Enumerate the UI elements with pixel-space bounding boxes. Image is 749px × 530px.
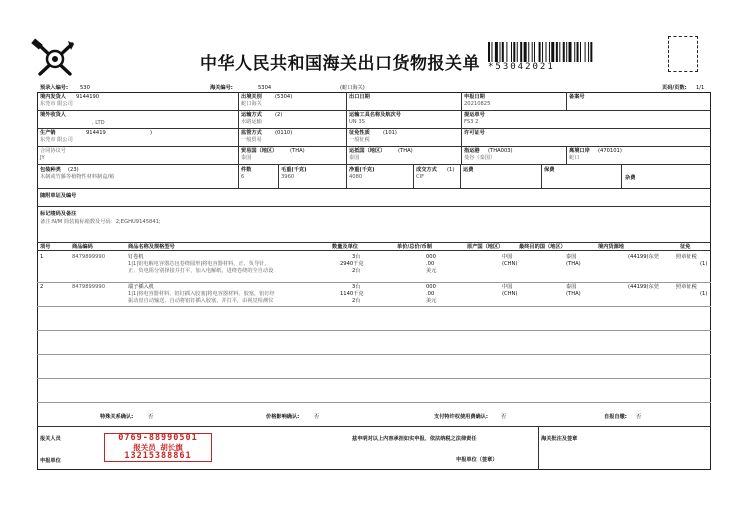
item-qty-1: 3台 [352, 254, 361, 260]
exit-port-label: 离境口岸 [569, 148, 590, 154]
package-code: (23) [68, 167, 79, 173]
supervision-label: 监管方式 [241, 130, 262, 136]
item-domestic: (44199)东莞 [628, 284, 659, 290]
exit-customs-label: 出境关别 [241, 94, 262, 100]
item-no: 1 [40, 254, 44, 260]
producer-paren: ) [150, 130, 153, 136]
item-dest: 泰国 [566, 254, 577, 260]
col-domestic: 境内货源地 [598, 244, 624, 250]
trade-country-label: 贸易国（地区） [241, 148, 278, 154]
col-name: 商品名称及规格型号 [128, 244, 175, 250]
col-no: 项号 [40, 244, 51, 250]
liability-statement: 兹申明对以上内容承担如实申报、依法纳税之法律责任 [352, 436, 477, 442]
special-relation-label: 特殊关系确认: [100, 414, 134, 420]
producer-label: 生产销 [40, 130, 56, 136]
item-spec-2: 振动盘自动输送，自动将铝钉插入胶塞，并打平，由视觉检测仪 [128, 298, 274, 304]
producer-name: 东莞市 限公司 [40, 137, 73, 143]
col-dest: 最终目的国（地区） [519, 244, 566, 250]
gross-weight: 3960 [281, 174, 295, 180]
item-no: 2 [40, 284, 44, 290]
net-weight: 4080 [349, 174, 363, 180]
record-no-label: 备案号 [569, 94, 585, 100]
customs-no: 5304 [258, 85, 272, 91]
declare-unit-seal: 申报单位（签章） [456, 457, 498, 463]
pieces-label: 件数 [241, 167, 252, 173]
contract-no: JY [40, 155, 45, 161]
transport-tool-value: UN 3S [349, 119, 365, 125]
item-origin: 中国 [502, 254, 513, 260]
exit-customs-code: (5304) [275, 94, 293, 100]
item-price-2: .00 [426, 291, 435, 297]
declarant-stamp [104, 433, 212, 462]
price-impact-label: 价格影响确认: [266, 414, 300, 420]
consignor-code: 9144190 [76, 94, 100, 100]
item-price-3: 美元 [426, 298, 437, 304]
levy-nature-code: (101) [383, 130, 397, 136]
consignee-label: 境外收货人 [40, 112, 66, 118]
producer-code: 914419 [86, 130, 106, 136]
stamp-mobile: 13215388861 [124, 451, 192, 461]
trade-country-code: (THA) [290, 148, 305, 154]
consignor-name: 东莞市 限公司 [40, 101, 73, 107]
item-qty-3: 2台 [352, 268, 361, 274]
item-dest-code: (THA) [566, 291, 581, 297]
gross-weight-label: 毛重(千克) [281, 167, 307, 173]
attached-docs-label: 随附单证及编号 [40, 193, 77, 199]
item-dest-code: (THA) [566, 261, 581, 267]
misc-fee-label: 杂费 [625, 175, 636, 181]
declare-date: 20210825 [464, 101, 491, 107]
item-price-2: .00 [426, 261, 435, 267]
col-price: 单价/总价/币制 [397, 244, 432, 250]
deal-mode-label: 成交方式 [416, 167, 437, 173]
trade-country-name: 泰国 [241, 155, 252, 161]
item-levy-code: (1) [700, 291, 708, 297]
customs-emblem-icon [30, 38, 80, 80]
item-qty-1: 3台 [352, 284, 361, 290]
col-origin: 原产国（地区） [467, 244, 504, 250]
dest-country-name: 泰国 [349, 155, 360, 161]
package-name: 木制或竹藤等植物性材料制盒/箱 [40, 174, 115, 180]
item-price-1: 000 [426, 254, 436, 260]
col-code: 商品编码 [72, 244, 93, 250]
package-label: 包装种类 [40, 167, 61, 173]
stamp-phone: 0769-88990501 [118, 433, 198, 443]
pre-entry-label: 预录入编号: [40, 85, 69, 91]
item-origin: 中国 [502, 284, 513, 290]
customs-approval-label: 海关批注及签章 [541, 436, 578, 442]
exit-port-name: 蛇口 [569, 155, 580, 161]
transport-mode-code: (2) [275, 112, 283, 118]
stamp-name: 报关员 胡长旗 [133, 443, 183, 452]
bill-no: FS3 2 [464, 119, 479, 125]
port-label: 指运港 [464, 148, 480, 154]
port-code: (THA003) [488, 148, 513, 154]
contract-label: 合同协议号 [40, 148, 66, 154]
supervision-name: 一般贸易 [241, 137, 262, 143]
royalty-value: 否 [501, 414, 507, 420]
item-price-3: 美元 [426, 268, 437, 274]
form-title: 中华人民共和国海关出口货物报关单 [200, 54, 480, 74]
levy-nature-label: 征免性质 [349, 130, 370, 136]
item-code: 8479899990 [72, 254, 106, 260]
customs-name: (蛇口海关) [340, 85, 365, 91]
item-qty-2: 2940千克 [340, 261, 364, 267]
exit-port-code: (470101) [598, 148, 622, 154]
consignor-label: 境内发货人 [40, 94, 66, 100]
item-spec-1: 1|1|将电容器材料、铝钉插入胶塞|将电容器材料、胶塞，铝钉经 [128, 291, 275, 297]
freight-label: 运费 [463, 167, 474, 173]
transport-tool-label: 运输工具名称及航次号 [349, 112, 401, 118]
special-relation-value: 否 [148, 414, 154, 420]
item-qty-3: 2台 [352, 298, 361, 304]
port-name: 曼谷（泰国） [464, 155, 496, 161]
dest-country-code: (THA) [398, 148, 413, 154]
item-name: 钉卷机 [128, 254, 144, 260]
item-spec-2: 正、负电阻分别择接并打平，加入电解纸，进绕卷绕的全自动设 [128, 268, 274, 274]
export-date-label: 出口日期 [349, 94, 370, 100]
barcode [488, 42, 660, 62]
royalty-label: 支付特许权使用费确认: [434, 414, 488, 420]
declarant-label: 报关人员 [40, 436, 61, 442]
col-levy: 征免 [680, 244, 691, 250]
item-domestic: (44199)东莞 [628, 254, 659, 260]
transport-mode-label: 运输方式 [241, 112, 262, 118]
deal-mode-name: CIF [416, 174, 425, 180]
pre-entry-no: 530 [80, 85, 90, 91]
transport-mode-name: 水路运输 [241, 119, 262, 125]
item-origin-code: (CHN) [502, 261, 518, 267]
self-pay-label: 自报自缴: [604, 414, 627, 420]
item-code: 8479899990 [72, 284, 106, 290]
item-name: 端子插入机 [128, 284, 154, 290]
exit-customs-name: 蛇口海关 [241, 101, 262, 107]
page-value: 1/1 [696, 85, 705, 91]
col-qty: 数量及单位 [332, 244, 358, 250]
consignee-name: , LTD [92, 120, 105, 126]
item-origin-code: (CHN) [502, 291, 518, 297]
dest-country-label: 运抵国（地区） [349, 148, 386, 154]
price-impact-value: 否 [314, 414, 320, 420]
barcode-text: *53042021 [488, 62, 555, 72]
item-levy-code: (1) [700, 261, 708, 267]
supervision-code: (0110) [275, 130, 293, 136]
pieces: 6 [241, 174, 245, 180]
license-label: 许可证号 [464, 130, 485, 136]
item-levy: 照章征税 [676, 254, 697, 260]
customs-no-label: 海关编号: [210, 85, 233, 91]
item-qty-2: 1140千克 [340, 291, 364, 297]
declarant-unit-label: 申报单位 [40, 458, 61, 464]
item-dest: 泰国 [566, 284, 577, 290]
item-price-1: 000 [426, 284, 436, 290]
levy-nature-name: 一般征税 [349, 137, 370, 143]
item-spec-1: 1|1|铝电解电容器芯包卷绕圆形|将电容器材料，正、负导针， [128, 261, 270, 267]
page-label: 页码/页数: [662, 85, 687, 91]
remarks-label: 标记唛码及备注 [40, 211, 77, 217]
insurance-label: 保费 [544, 167, 555, 173]
item-levy: 照章征税 [676, 284, 697, 290]
declare-date-label: 申报日期 [464, 94, 485, 100]
net-weight-label: 净重(千克) [349, 167, 375, 173]
self-pay-value: 否 [636, 414, 642, 420]
remarks-text: 备注:N/M 简装箱标箱数及号码：2;EGHU9145841; [40, 219, 161, 225]
deal-mode-code: (1) [447, 167, 455, 173]
bill-no-label: 提运单号 [464, 112, 485, 118]
qr-placeholder [668, 36, 698, 72]
